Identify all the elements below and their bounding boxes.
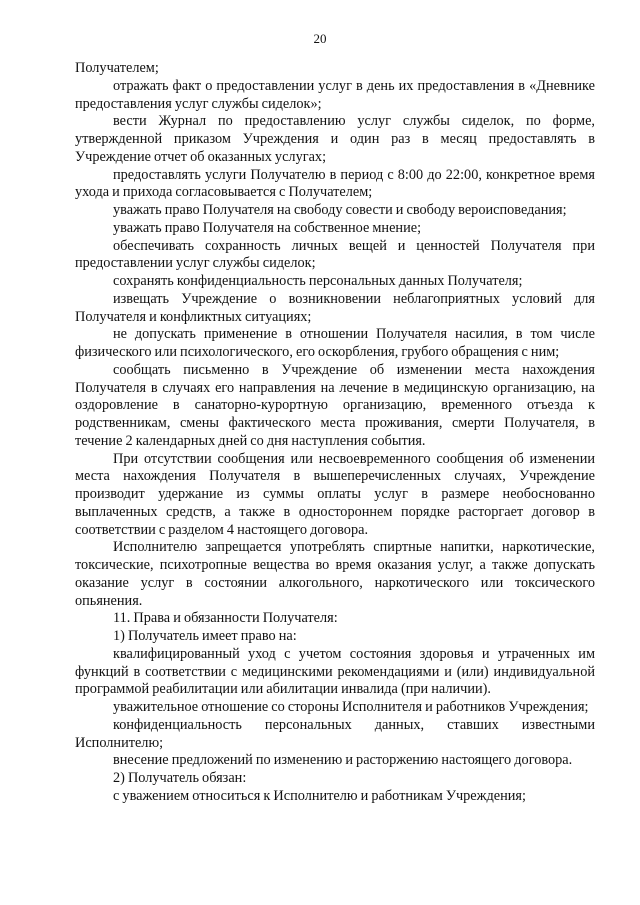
paragraph: вести Журнал по предоставлению услуг службы сиделок, по форме, утвержденной приказом Учреждения и один раз в месяц предоставлять в Учреждение отчет об оказанных услугах; xyxy=(75,113,595,165)
paragraph: не допускать применение в отношении Получателя насилия, в том числе физического или психологического, его оскорбления, грубого обращения с ним; xyxy=(75,326,595,360)
paragraph: предоставлять услуги Получателю в период с 8:00 до 22:00, конкретное время ухода и прихода согласовывается с Получателем; xyxy=(75,166,595,201)
document-body xyxy=(75,60,595,806)
paragraph: Получателем; xyxy=(75,60,159,76)
paragraph: отражать факт о предоставлении услуг в день их предоставления в «Дневнике предоставления услуг службы сиделок»; xyxy=(75,77,595,112)
paragraph: конфиденциальность персональных данных, ставших известными Исполнителю; xyxy=(75,716,595,751)
paragraph: уважать право Получателя на свободу совести и свободу вероисповедания; xyxy=(113,202,567,218)
subsection-heading: 2) Получатель обязан: xyxy=(113,770,247,786)
paragraph: При отсутствии сообщения или несвоевременного сообщения об изменении места нахождения Получателя в вышеперечисленных случаях, Учреждение производит удержание из суммы оплаты услуг в размере необоснованно выплаченных средств, а также в одностороннем порядке расторгает договор в соответствии с разделом 4 настоящего договора. xyxy=(75,450,595,538)
section-heading: 11. Права и обязанности Получателя: xyxy=(113,610,338,627)
paragraph: обеспечивать сохранность личных вещей и ценностей Получателя при предоставлении услуг службы сиделок; xyxy=(75,237,595,272)
paragraph: уважительное отношение со стороны Исполнителя и работников Учреждения; xyxy=(113,699,589,715)
paragraph: внесение предложений по изменению и расторжению настоящего договора. xyxy=(113,752,573,769)
page-number: 20 xyxy=(313,31,327,46)
paragraph: сообщать письменно в Учреждение об изменении места нахождения Получателя в случаях его направления на лечение в медицинскую организацию, на оздоровление в санаторно-курортную организацию, временного отъезда к родственникам, смены фактического места проживания, смерти Получателя, в течение 2 календарных дней со дня наступления события. xyxy=(75,361,595,449)
paragraph: сохранять конфиденциальность персональных данных Получателя; xyxy=(113,273,523,289)
subsection-heading: 1) Получатель имеет право на: xyxy=(113,628,297,644)
paragraph: Исполнителю запрещается употреблять спиртные напитки, наркотические, токсические, психотропные вещества во время оказания услуг, а также допускать оказание услуг в состоянии алкогольного, наркотического или токсического опьянения. xyxy=(75,539,595,609)
paragraph: извещать Учреждение о возникновении неблагоприятных условий для Получателя и конфликтных ситуациях; xyxy=(75,290,595,325)
paragraph: уважать право Получателя на собственное мнение; xyxy=(113,219,422,236)
paragraph: с уважением относиться к Исполнителю и работникам Учреждения; xyxy=(113,787,526,804)
paragraph: квалифицированный уход с учетом состояния здоровья и утраченных им функций в соответствии с медицинскими рекомендациями и (или) индивидуальной программой реабилитации или абилитации инвалида (при наличии). xyxy=(75,645,595,698)
